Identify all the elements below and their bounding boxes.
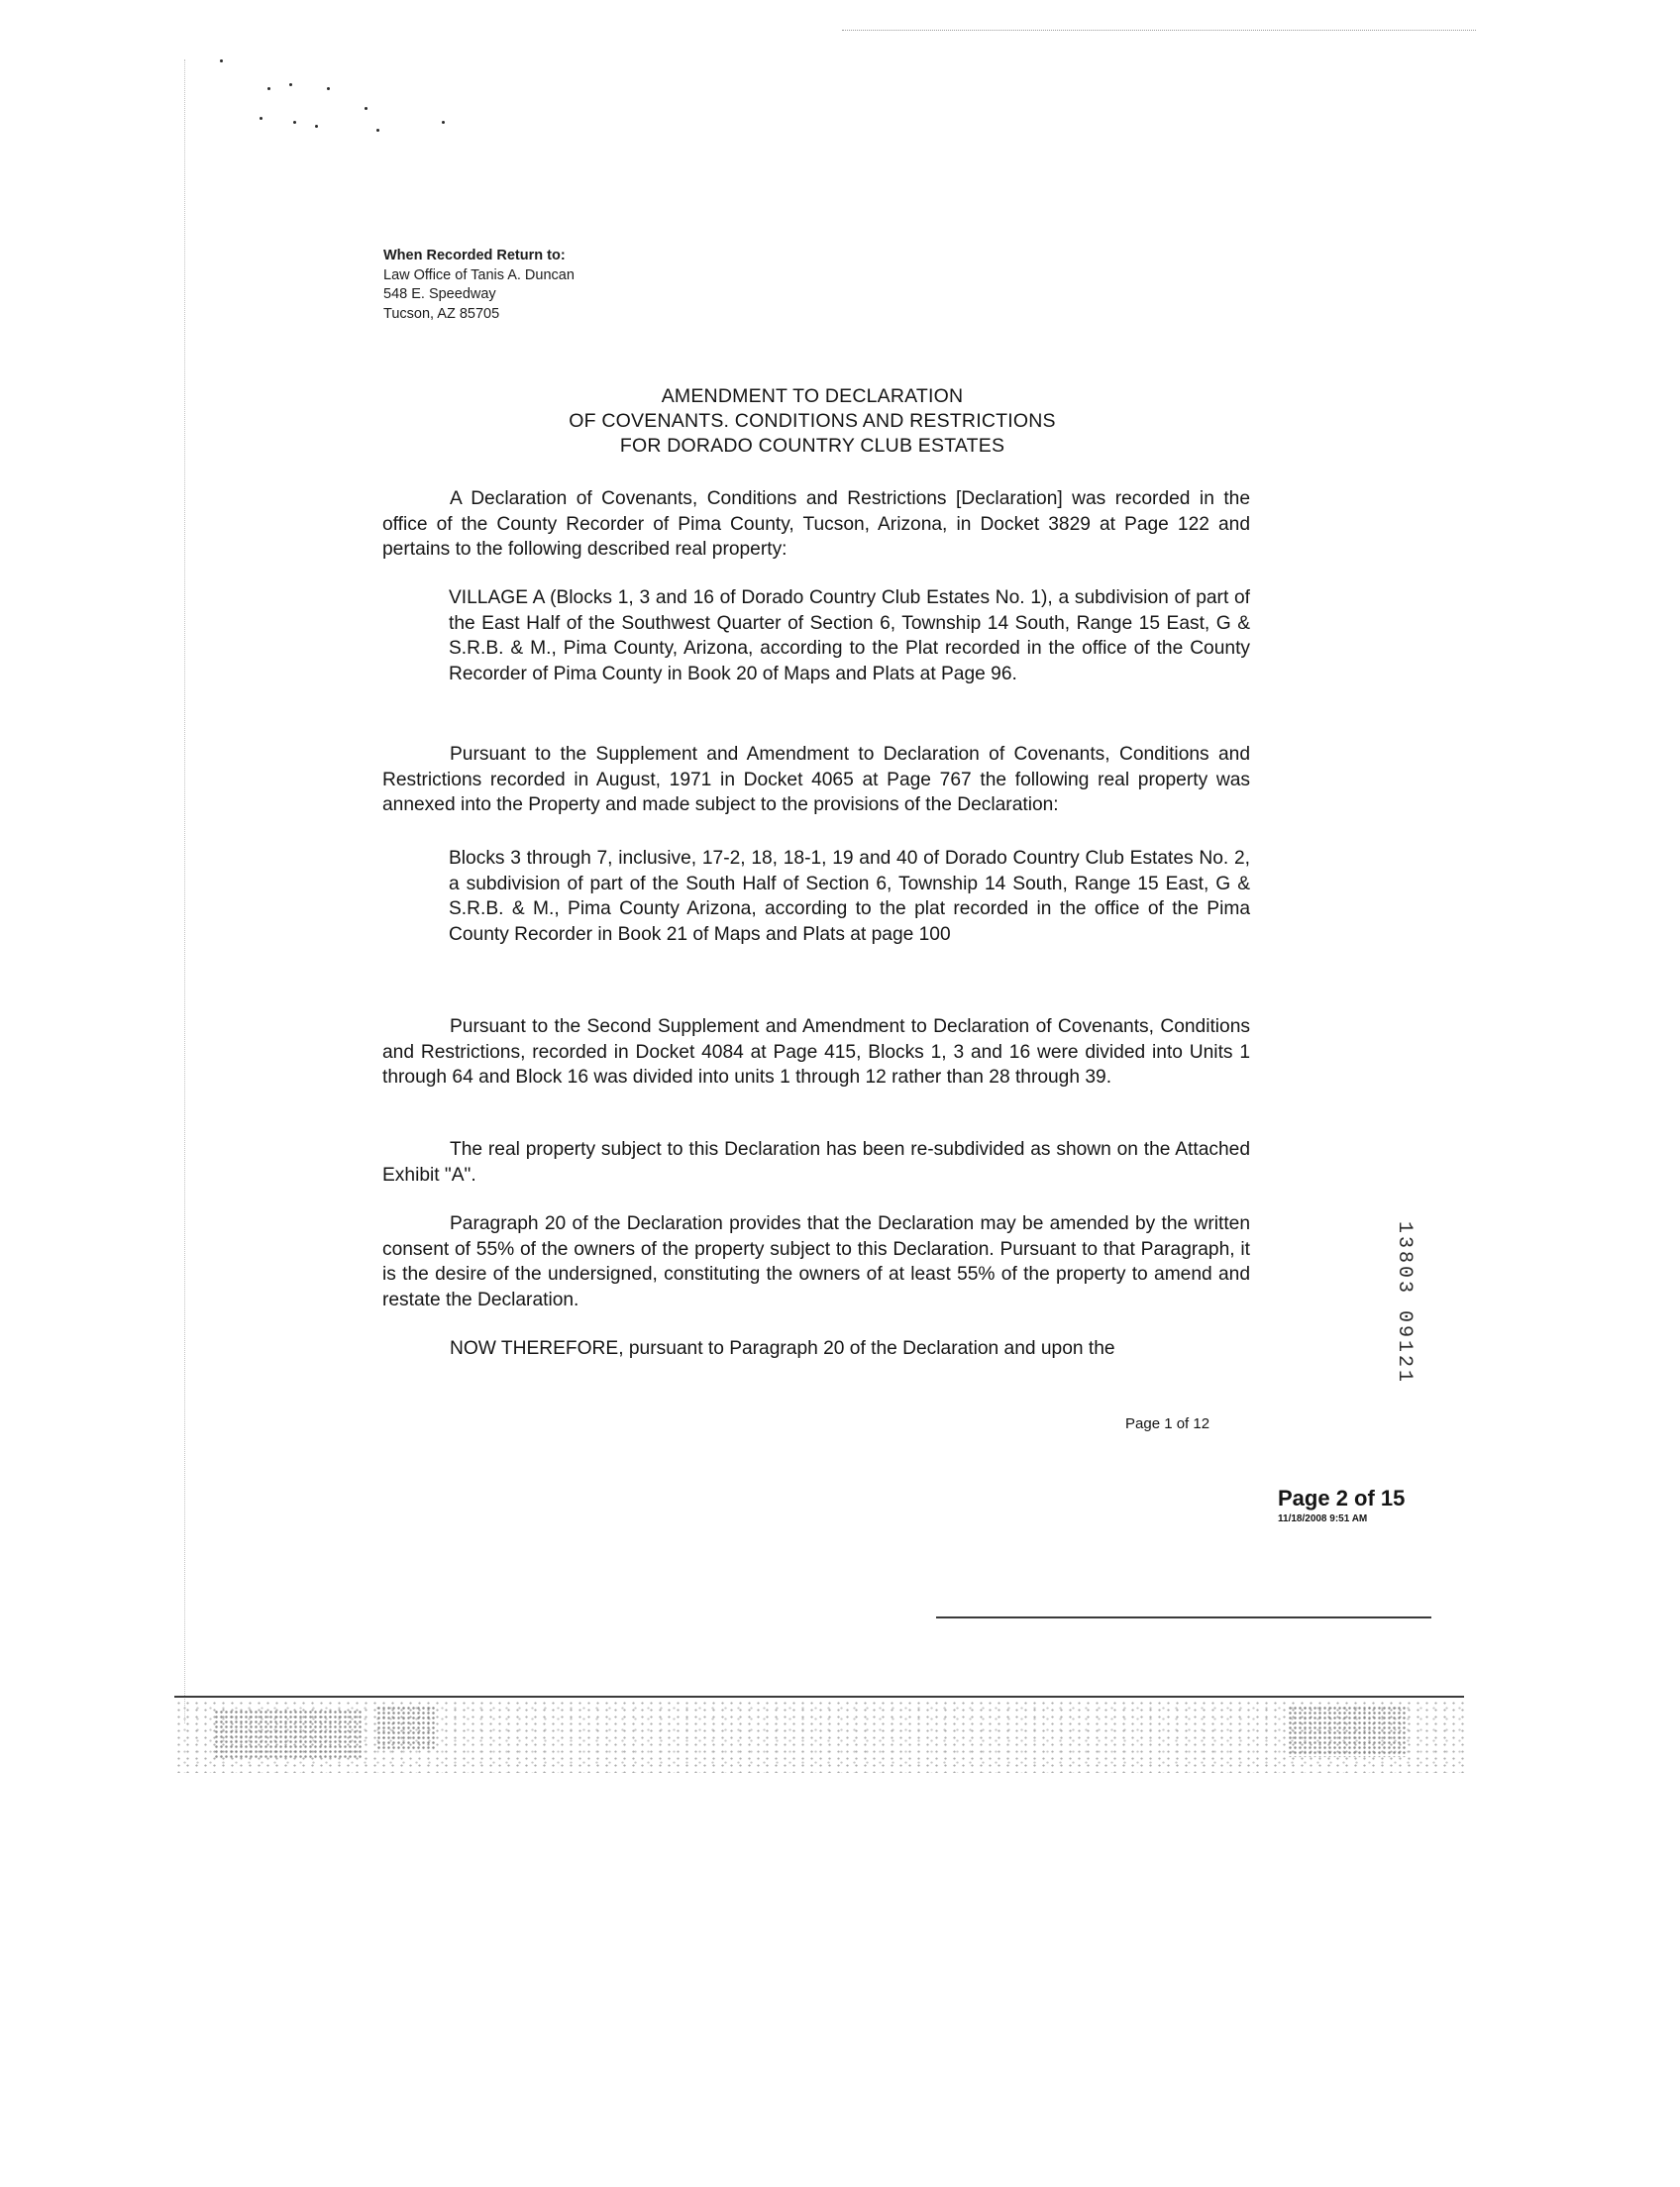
paragraph-now-therefore: NOW THEREFORE, pursuant to Paragraph 20 of the Declaration and upon the <box>450 1338 1115 1359</box>
return-address-line: 548 E. Speedway <box>383 286 496 302</box>
recorder-stamp <box>1278 1486 1426 1524</box>
paragraph-village-a-description: VILLAGE A (Blocks 1, 3 and 16 of Dorado Country Club Estates No. 1), a subdivision of part of the East Half of the Southwest Quarter of Section 6, Township 14 South, Range 15 East, G & S.R.B. & M., Pima County, Arizona, according to the Plat recorded in the office of the County Recorder of Pima County in Book 20 of Maps and Plats at Page 96. <box>449 587 1250 684</box>
stamp-page-count: Page 2 of 15 <box>1278 1486 1406 1510</box>
title-line: OF COVENANTS. CONDITIONS AND RESTRICTIONS <box>569 410 1056 432</box>
title-line: FOR DORADO COUNTRY CLUB ESTATES <box>619 435 1005 457</box>
scan-artifact-left-edge <box>184 59 185 1723</box>
return-address-heading: When Recorded Return to: <box>383 248 566 263</box>
scan-speck <box>289 83 292 86</box>
scan-artifact-top-line <box>842 30 1476 31</box>
paragraph-second-supplement: Pursuant to the Second Supplement and Amendment to Declaration of Covenants, Conditions and Restrictions, recorded in Docket 4084 at Page 415, Blocks 1, 3 and 16 were divided into Units 1 through 64 and Block 16 was divided into units 1 through 12 rather than 28 through 39. <box>382 1016 1250 1088</box>
page-number: Page 1 of 12 <box>1125 1415 1210 1432</box>
docket-margin-text: 13803 09121 <box>1393 1220 1417 1385</box>
scan-speck <box>220 59 223 62</box>
scan-speck <box>293 121 296 124</box>
document-title <box>499 384 1125 459</box>
scan-speck <box>365 107 368 110</box>
signature-rule <box>936 1616 1431 1618</box>
return-address-line: Tucson, AZ 85705 <box>383 305 500 322</box>
docket-margin-number <box>1393 1198 1417 1406</box>
scan-artifact-noise-patch <box>214 1710 363 1759</box>
paragraph-amendment-consent: Paragraph 20 of the Declaration provides that the Declaration may be amended by the written consent of 55% of the owners of the property subject to this Declaration. Pursuant to that Paragraph, it is the desire of the undersigned, constituting the owners of at least 55% of the property to amend and restate the Declaration. <box>382 1213 1250 1310</box>
paragraph-declaration-recorded: A Declaration of Covenants, Conditions and Restrictions [Declaration] was recorded in the office of the County Recorder of Pima County, Tucson, Arizona, in Docket 3829 at Page 122 and pertains to the following described real property: <box>382 488 1250 560</box>
paragraph-blocks-description: Blocks 3 through 7, inclusive, 17-2, 18, 18-1, 19 and 40 of Dorado Country Club Estates No. 2, a subdivision of part of the South Half of Section 6, Township 14 South, Range 15 East, G & S.R.B. & M., Pima County Arizona, according to the plat recorded in the office of the Pima County Recorder in Book 21 of Maps and Plats at page 100 <box>449 848 1250 945</box>
scan-speck <box>442 121 445 124</box>
scan-artifact-noise-patch <box>1288 1706 1407 1757</box>
scan-speck <box>267 87 270 90</box>
title-line: AMENDMENT TO DECLARATION <box>661 385 964 407</box>
paragraph-supplement-amendment: Pursuant to the Supplement and Amendment to Declaration of Covenants, Conditions and Restrictions recorded in August, 1971 in Docket 4065 at Page 767 the following real property was annexed into the Property and made subject to the provisions of the Declaration: <box>382 744 1250 815</box>
scan-speck <box>260 117 262 120</box>
scan-artifact-noise-band <box>174 1700 1464 1773</box>
return-address-line: Law Office of Tanis A. Duncan <box>383 266 575 283</box>
stamp-timestamp: 11/18/2008 9:51 AM <box>1278 1513 1368 1524</box>
scan-artifact-bottom-rule <box>174 1696 1464 1698</box>
scan-speck <box>327 87 330 90</box>
scan-speck <box>376 129 379 132</box>
return-address-block <box>383 247 780 324</box>
scan-artifact-noise-patch <box>376 1706 436 1749</box>
paragraph-re-subdivided: The real property subject to this Declaration has been re-subdivided as shown on the Attached Exhibit "A". <box>382 1139 1250 1186</box>
scan-speck <box>315 125 318 128</box>
